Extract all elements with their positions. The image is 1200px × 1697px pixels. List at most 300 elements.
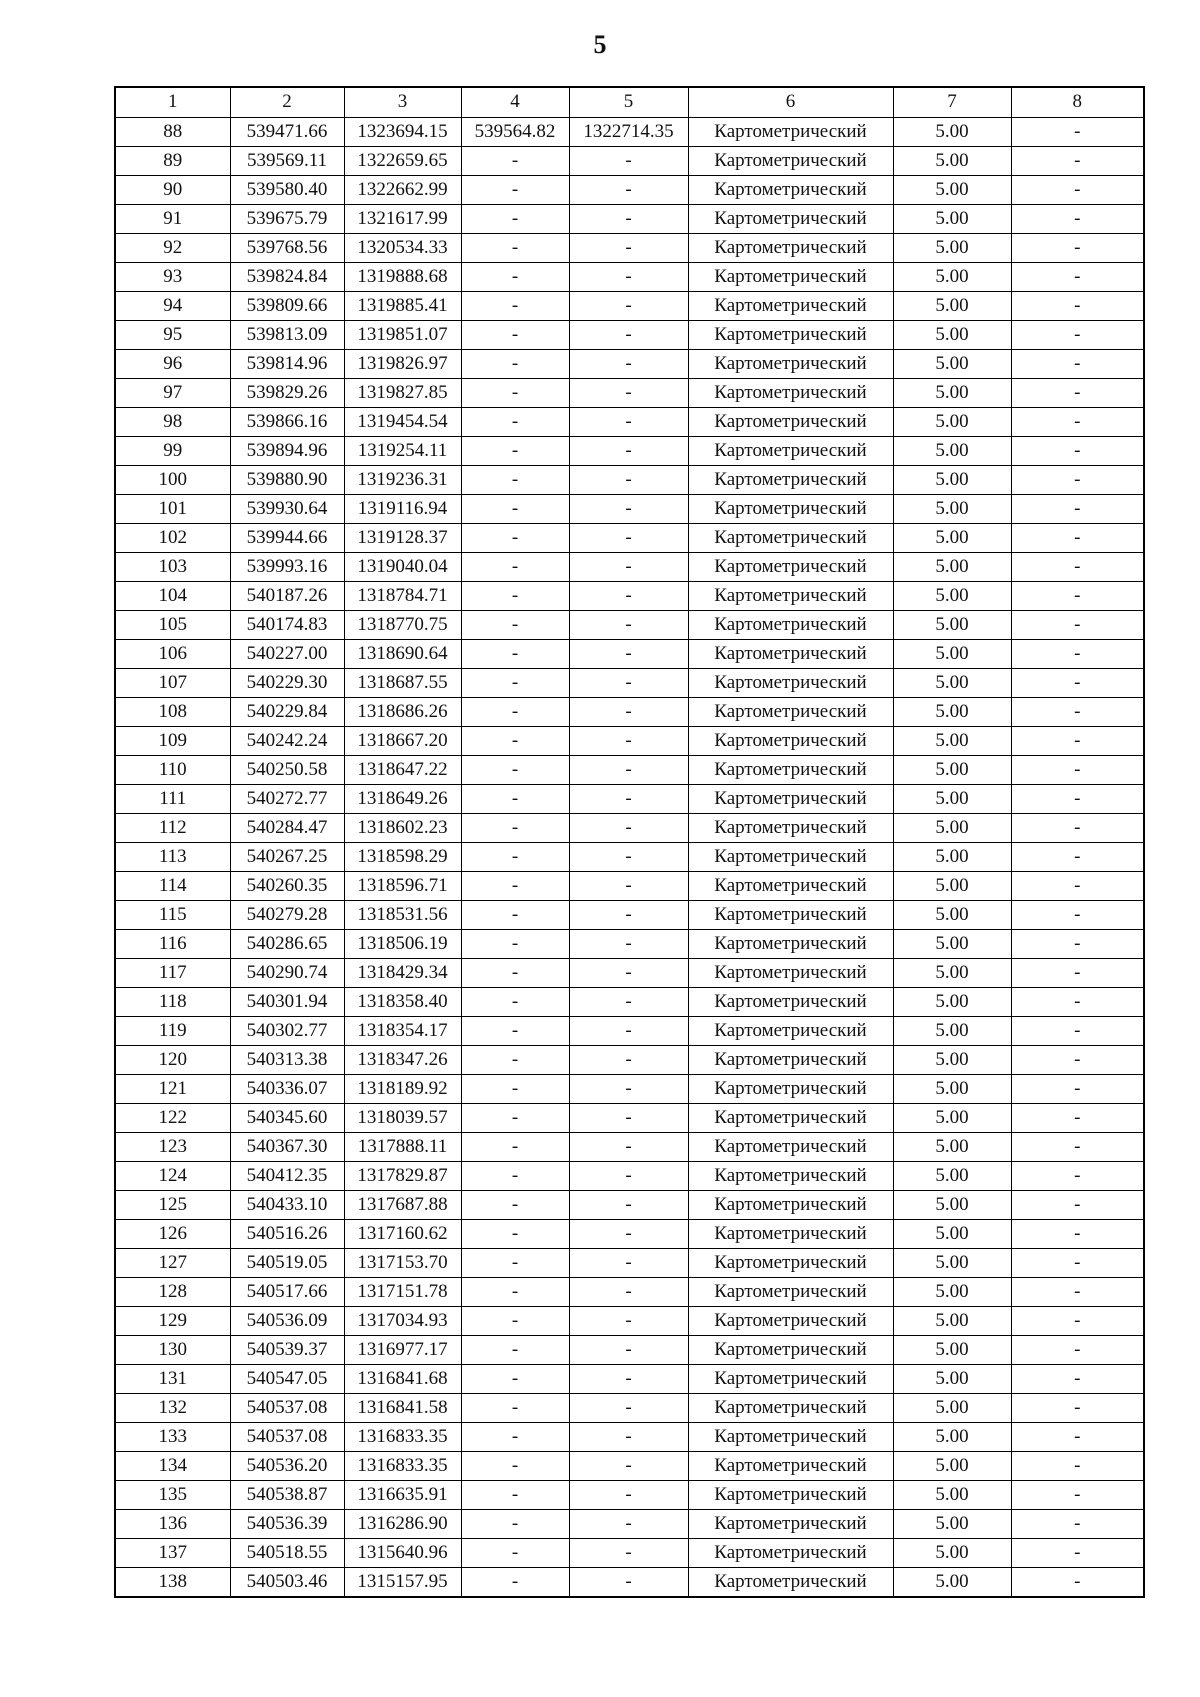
x-coordinate-cell: 540412.35 — [230, 1161, 344, 1190]
method-cell: Картометрический — [688, 1219, 893, 1248]
x-coordinate-cell: 539944.66 — [230, 523, 344, 552]
y-alt-coordinate-cell: - — [569, 1132, 688, 1161]
note-cell: - — [1011, 958, 1144, 987]
y-alt-coordinate-cell: - — [569, 407, 688, 436]
point-number-cell: 115 — [115, 900, 230, 929]
y-alt-coordinate-cell: - — [569, 1422, 688, 1451]
y-coordinate-cell: 1316977.17 — [344, 1335, 461, 1364]
method-cell: Картометрический — [688, 146, 893, 175]
note-cell: - — [1011, 987, 1144, 1016]
x-coordinate-cell: 539813.09 — [230, 320, 344, 349]
y-alt-coordinate-cell: - — [569, 958, 688, 987]
table-row — [115, 958, 1144, 987]
accuracy-cell: 5.00 — [893, 204, 1011, 233]
y-coordinate-cell: 1319827.85 — [344, 378, 461, 407]
accuracy-cell: 5.00 — [893, 1132, 1011, 1161]
accuracy-cell: 5.00 — [893, 726, 1011, 755]
note-cell: - — [1011, 900, 1144, 929]
x-coordinate-cell: 539829.26 — [230, 378, 344, 407]
point-number-cell: 102 — [115, 523, 230, 552]
method-cell: Картометрический — [688, 436, 893, 465]
point-number-cell: 106 — [115, 639, 230, 668]
y-alt-coordinate-cell: - — [569, 465, 688, 494]
y-coordinate-cell: 1319851.07 — [344, 320, 461, 349]
table-row — [115, 755, 1144, 784]
x-alt-coordinate-cell: - — [461, 1364, 569, 1393]
y-alt-coordinate-cell: - — [569, 552, 688, 581]
x-alt-coordinate-cell: - — [461, 1451, 569, 1480]
table-row — [115, 1567, 1144, 1597]
method-cell: Картометрический — [688, 610, 893, 639]
x-alt-coordinate-cell: - — [461, 1509, 569, 1538]
method-cell: Картометрический — [688, 842, 893, 871]
accuracy-cell: 5.00 — [893, 552, 1011, 581]
point-number-cell: 126 — [115, 1219, 230, 1248]
x-alt-coordinate-cell: - — [461, 1016, 569, 1045]
y-coordinate-cell: 1318429.34 — [344, 958, 461, 987]
x-coordinate-cell: 539471.66 — [230, 117, 344, 146]
point-number-cell: 117 — [115, 958, 230, 987]
y-alt-coordinate-cell: - — [569, 871, 688, 900]
x-coordinate-cell: 540250.58 — [230, 755, 344, 784]
point-number-cell: 95 — [115, 320, 230, 349]
method-cell: Картометрический — [688, 1451, 893, 1480]
method-cell: Картометрический — [688, 1538, 893, 1567]
column-header: 7 — [893, 87, 1011, 117]
note-cell: - — [1011, 1364, 1144, 1393]
accuracy-cell: 5.00 — [893, 697, 1011, 726]
point-number-cell: 111 — [115, 784, 230, 813]
x-alt-coordinate-cell: - — [461, 1567, 569, 1597]
x-coordinate-cell: 540229.84 — [230, 697, 344, 726]
note-cell: - — [1011, 581, 1144, 610]
x-alt-coordinate-cell: - — [461, 610, 569, 639]
column-header: 6 — [688, 87, 893, 117]
table-row — [115, 697, 1144, 726]
point-number-cell: 100 — [115, 465, 230, 494]
point-number-cell: 135 — [115, 1480, 230, 1509]
method-cell: Картометрический — [688, 552, 893, 581]
y-alt-coordinate-cell: - — [569, 900, 688, 929]
accuracy-cell: 5.00 — [893, 639, 1011, 668]
accuracy-cell: 5.00 — [893, 291, 1011, 320]
point-number-cell: 114 — [115, 871, 230, 900]
table-row — [115, 1103, 1144, 1132]
note-cell: - — [1011, 1277, 1144, 1306]
point-number-cell: 110 — [115, 755, 230, 784]
x-coordinate-cell: 540272.77 — [230, 784, 344, 813]
method-cell: Картометрический — [688, 1277, 893, 1306]
x-coordinate-cell: 540229.30 — [230, 668, 344, 697]
note-cell: - — [1011, 813, 1144, 842]
note-cell: - — [1011, 552, 1144, 581]
y-alt-coordinate-cell: - — [569, 842, 688, 871]
point-number-cell: 118 — [115, 987, 230, 1016]
y-coordinate-cell: 1323694.15 — [344, 117, 461, 146]
x-coordinate-cell: 540227.00 — [230, 639, 344, 668]
x-coordinate-cell: 540518.55 — [230, 1538, 344, 1567]
y-coordinate-cell: 1318347.26 — [344, 1045, 461, 1074]
point-number-cell: 89 — [115, 146, 230, 175]
y-alt-coordinate-cell: - — [569, 1074, 688, 1103]
x-alt-coordinate-cell: - — [461, 262, 569, 291]
point-number-cell: 134 — [115, 1451, 230, 1480]
point-number-cell: 94 — [115, 291, 230, 320]
method-cell: Картометрический — [688, 929, 893, 958]
method-cell: Картометрический — [688, 900, 893, 929]
point-number-cell: 123 — [115, 1132, 230, 1161]
x-coordinate-cell: 540284.47 — [230, 813, 344, 842]
table-row — [115, 581, 1144, 610]
x-coordinate-cell: 540290.74 — [230, 958, 344, 987]
x-alt-coordinate-cell: - — [461, 1248, 569, 1277]
table-header-row — [115, 87, 1144, 117]
point-number-cell: 105 — [115, 610, 230, 639]
accuracy-cell: 5.00 — [893, 1422, 1011, 1451]
note-cell: - — [1011, 291, 1144, 320]
table-row — [115, 726, 1144, 755]
table-row — [115, 262, 1144, 291]
x-coordinate-cell: 540336.07 — [230, 1074, 344, 1103]
accuracy-cell: 5.00 — [893, 1219, 1011, 1248]
y-alt-coordinate-cell: - — [569, 436, 688, 465]
method-cell: Картометрический — [688, 1509, 893, 1538]
x-alt-coordinate-cell: - — [461, 1190, 569, 1219]
method-cell: Картометрический — [688, 697, 893, 726]
note-cell: - — [1011, 1103, 1144, 1132]
table-row — [115, 436, 1144, 465]
y-coordinate-cell: 1318667.20 — [344, 726, 461, 755]
note-cell: - — [1011, 1306, 1144, 1335]
point-number-cell: 130 — [115, 1335, 230, 1364]
x-alt-coordinate-cell: - — [461, 784, 569, 813]
y-coordinate-cell: 1319236.31 — [344, 465, 461, 494]
y-alt-coordinate-cell: - — [569, 813, 688, 842]
table-body — [115, 117, 1144, 1597]
accuracy-cell: 5.00 — [893, 1074, 1011, 1103]
x-alt-coordinate-cell: - — [461, 1132, 569, 1161]
note-cell: - — [1011, 204, 1144, 233]
point-number-cell: 93 — [115, 262, 230, 291]
accuracy-cell: 5.00 — [893, 262, 1011, 291]
y-alt-coordinate-cell: - — [569, 262, 688, 291]
table-row — [115, 407, 1144, 436]
method-cell: Картометрический — [688, 1364, 893, 1393]
table-row — [115, 1161, 1144, 1190]
x-coordinate-cell: 539768.56 — [230, 233, 344, 262]
accuracy-cell: 5.00 — [893, 523, 1011, 552]
note-cell: - — [1011, 1509, 1144, 1538]
x-alt-coordinate-cell: - — [461, 320, 569, 349]
point-number-cell: 128 — [115, 1277, 230, 1306]
y-alt-coordinate-cell: - — [569, 1393, 688, 1422]
table-row — [115, 1277, 1144, 1306]
note-cell: - — [1011, 1335, 1144, 1364]
accuracy-cell: 5.00 — [893, 1364, 1011, 1393]
y-coordinate-cell: 1318358.40 — [344, 987, 461, 1016]
x-coordinate-cell: 540313.38 — [230, 1045, 344, 1074]
note-cell: - — [1011, 639, 1144, 668]
y-coordinate-cell: 1316841.68 — [344, 1364, 461, 1393]
x-alt-coordinate-cell: - — [461, 1335, 569, 1364]
x-alt-coordinate-cell: - — [461, 175, 569, 204]
y-coordinate-cell: 1321617.99 — [344, 204, 461, 233]
table-row — [115, 1480, 1144, 1509]
x-coordinate-cell: 539569.11 — [230, 146, 344, 175]
table-row — [115, 1422, 1144, 1451]
accuracy-cell: 5.00 — [893, 1451, 1011, 1480]
accuracy-cell: 5.00 — [893, 987, 1011, 1016]
method-cell: Картометрический — [688, 987, 893, 1016]
point-number-cell: 97 — [115, 378, 230, 407]
point-number-cell: 104 — [115, 581, 230, 610]
y-coordinate-cell: 1318686.26 — [344, 697, 461, 726]
method-cell: Картометрический — [688, 871, 893, 900]
note-cell: - — [1011, 349, 1144, 378]
x-alt-coordinate-cell: - — [461, 842, 569, 871]
y-alt-coordinate-cell: - — [569, 1045, 688, 1074]
x-alt-coordinate-cell: - — [461, 726, 569, 755]
accuracy-cell: 5.00 — [893, 1190, 1011, 1219]
note-cell: - — [1011, 1451, 1144, 1480]
method-cell: Картометрический — [688, 1480, 893, 1509]
y-alt-coordinate-cell: - — [569, 755, 688, 784]
method-cell: Картометрический — [688, 204, 893, 233]
point-number-cell: 138 — [115, 1567, 230, 1597]
y-coordinate-cell: 1316841.58 — [344, 1393, 461, 1422]
accuracy-cell: 5.00 — [893, 1335, 1011, 1364]
y-alt-coordinate-cell: - — [569, 726, 688, 755]
accuracy-cell: 5.00 — [893, 755, 1011, 784]
method-cell: Картометрический — [688, 175, 893, 204]
point-number-cell: 127 — [115, 1248, 230, 1277]
x-alt-coordinate-cell: - — [461, 1480, 569, 1509]
note-cell: - — [1011, 1016, 1144, 1045]
accuracy-cell: 5.00 — [893, 378, 1011, 407]
y-coordinate-cell: 1315157.95 — [344, 1567, 461, 1597]
note-cell: - — [1011, 1161, 1144, 1190]
x-alt-coordinate-cell: - — [461, 552, 569, 581]
y-alt-coordinate-cell: - — [569, 204, 688, 233]
table-row — [115, 639, 1144, 668]
method-cell: Картометрический — [688, 813, 893, 842]
method-cell: Картометрический — [688, 1103, 893, 1132]
table-row — [115, 1335, 1144, 1364]
accuracy-cell: 5.00 — [893, 1277, 1011, 1306]
method-cell: Картометрический — [688, 639, 893, 668]
y-coordinate-cell: 1315640.96 — [344, 1538, 461, 1567]
method-cell: Картометрический — [688, 262, 893, 291]
y-alt-coordinate-cell: - — [569, 987, 688, 1016]
table-row — [115, 1451, 1144, 1480]
method-cell: Картометрический — [688, 784, 893, 813]
note-cell: - — [1011, 146, 1144, 175]
y-alt-coordinate-cell: - — [569, 1538, 688, 1567]
table-row — [115, 378, 1144, 407]
y-coordinate-cell: 1318647.22 — [344, 755, 461, 784]
accuracy-cell: 5.00 — [893, 175, 1011, 204]
accuracy-cell: 5.00 — [893, 349, 1011, 378]
accuracy-cell: 5.00 — [893, 581, 1011, 610]
x-coordinate-cell: 540345.60 — [230, 1103, 344, 1132]
note-cell: - — [1011, 378, 1144, 407]
accuracy-cell: 5.00 — [893, 1248, 1011, 1277]
note-cell: - — [1011, 1219, 1144, 1248]
x-coordinate-cell: 540516.26 — [230, 1219, 344, 1248]
point-number-cell: 119 — [115, 1016, 230, 1045]
y-coordinate-cell: 1317151.78 — [344, 1277, 461, 1306]
accuracy-cell: 5.00 — [893, 1509, 1011, 1538]
x-alt-coordinate-cell: - — [461, 1538, 569, 1567]
accuracy-cell: 5.00 — [893, 494, 1011, 523]
y-coordinate-cell: 1317153.70 — [344, 1248, 461, 1277]
accuracy-cell: 5.00 — [893, 871, 1011, 900]
method-cell: Картометрический — [688, 349, 893, 378]
note-cell: - — [1011, 320, 1144, 349]
x-coordinate-cell: 539824.84 — [230, 262, 344, 291]
table-row — [115, 900, 1144, 929]
method-cell: Картометрический — [688, 1045, 893, 1074]
note-cell: - — [1011, 784, 1144, 813]
table-row — [115, 842, 1144, 871]
table-row — [115, 610, 1144, 639]
note-cell: - — [1011, 523, 1144, 552]
y-coordinate-cell: 1318039.57 — [344, 1103, 461, 1132]
column-header: 5 — [569, 87, 688, 117]
method-cell: Картометрический — [688, 1161, 893, 1190]
x-alt-coordinate-cell: - — [461, 929, 569, 958]
y-coordinate-cell: 1316286.90 — [344, 1509, 461, 1538]
y-alt-coordinate-cell: - — [569, 697, 688, 726]
note-cell: - — [1011, 1538, 1144, 1567]
point-number-cell: 129 — [115, 1306, 230, 1335]
table-row — [115, 349, 1144, 378]
y-alt-coordinate-cell: - — [569, 784, 688, 813]
y-alt-coordinate-cell: - — [569, 639, 688, 668]
column-header: 4 — [461, 87, 569, 117]
point-number-cell: 125 — [115, 1190, 230, 1219]
x-coordinate-cell: 540302.77 — [230, 1016, 344, 1045]
method-cell: Картометрический — [688, 320, 893, 349]
table-row — [115, 1219, 1144, 1248]
point-number-cell: 91 — [115, 204, 230, 233]
x-coordinate-cell: 540536.09 — [230, 1306, 344, 1335]
y-alt-coordinate-cell: - — [569, 291, 688, 320]
page-number: 5 — [593, 30, 607, 59]
accuracy-cell: 5.00 — [893, 117, 1011, 146]
y-coordinate-cell: 1318531.56 — [344, 900, 461, 929]
note-cell: - — [1011, 1132, 1144, 1161]
y-coordinate-cell: 1322659.65 — [344, 146, 461, 175]
y-coordinate-cell: 1319116.94 — [344, 494, 461, 523]
x-alt-coordinate-cell: - — [461, 871, 569, 900]
x-alt-coordinate-cell: - — [461, 668, 569, 697]
method-cell: Картометрический — [688, 378, 893, 407]
x-coordinate-cell: 539866.16 — [230, 407, 344, 436]
x-alt-coordinate-cell: - — [461, 639, 569, 668]
column-header: 1 — [115, 87, 230, 117]
x-coordinate-cell: 540519.05 — [230, 1248, 344, 1277]
table-row — [115, 175, 1144, 204]
note-cell: - — [1011, 697, 1144, 726]
y-coordinate-cell: 1318690.64 — [344, 639, 461, 668]
method-cell: Картометрический — [688, 1567, 893, 1597]
y-coordinate-cell: 1318596.71 — [344, 871, 461, 900]
x-coordinate-cell: 540536.39 — [230, 1509, 344, 1538]
y-alt-coordinate-cell: - — [569, 1335, 688, 1364]
x-coordinate-cell: 540539.37 — [230, 1335, 344, 1364]
y-coordinate-cell: 1319826.97 — [344, 349, 461, 378]
method-cell: Картометрический — [688, 1393, 893, 1422]
y-alt-coordinate-cell: - — [569, 1364, 688, 1393]
table-row — [115, 1306, 1144, 1335]
point-number-cell: 92 — [115, 233, 230, 262]
note-cell: - — [1011, 1248, 1144, 1277]
method-cell: Картометрический — [688, 523, 893, 552]
point-number-cell: 109 — [115, 726, 230, 755]
y-coordinate-cell: 1318598.29 — [344, 842, 461, 871]
method-cell: Картометрический — [688, 1248, 893, 1277]
note-cell: - — [1011, 726, 1144, 755]
note-cell: - — [1011, 1045, 1144, 1074]
x-coordinate-cell: 540286.65 — [230, 929, 344, 958]
note-cell: - — [1011, 610, 1144, 639]
accuracy-cell: 5.00 — [893, 784, 1011, 813]
x-alt-coordinate-cell: - — [461, 1393, 569, 1422]
note-cell: - — [1011, 1074, 1144, 1103]
note-cell: - — [1011, 1393, 1144, 1422]
y-coordinate-cell: 1318649.26 — [344, 784, 461, 813]
x-coordinate-cell: 540517.66 — [230, 1277, 344, 1306]
x-alt-coordinate-cell: - — [461, 407, 569, 436]
accuracy-cell: 5.00 — [893, 1538, 1011, 1567]
point-number-cell: 96 — [115, 349, 230, 378]
y-coordinate-cell: 1319454.54 — [344, 407, 461, 436]
y-alt-coordinate-cell: - — [569, 1219, 688, 1248]
note-cell: - — [1011, 1422, 1144, 1451]
point-number-cell: 121 — [115, 1074, 230, 1103]
y-alt-coordinate-cell: - — [569, 1451, 688, 1480]
point-number-cell: 132 — [115, 1393, 230, 1422]
x-coordinate-cell: 539993.16 — [230, 552, 344, 581]
x-alt-coordinate-cell: - — [461, 958, 569, 987]
x-alt-coordinate-cell: - — [461, 436, 569, 465]
method-cell: Картометрический — [688, 465, 893, 494]
y-coordinate-cell: 1318784.71 — [344, 581, 461, 610]
accuracy-cell: 5.00 — [893, 958, 1011, 987]
note-cell: - — [1011, 755, 1144, 784]
y-coordinate-cell: 1317687.88 — [344, 1190, 461, 1219]
point-number-cell: 133 — [115, 1422, 230, 1451]
coordinates-table — [114, 86, 1145, 1598]
method-cell: Картометрический — [688, 117, 893, 146]
y-coordinate-cell: 1318687.55 — [344, 668, 461, 697]
x-coordinate-cell: 540536.20 — [230, 1451, 344, 1480]
x-alt-coordinate-cell: - — [461, 1306, 569, 1335]
y-alt-coordinate-cell: - — [569, 1480, 688, 1509]
accuracy-cell: 5.00 — [893, 668, 1011, 697]
table-row — [115, 494, 1144, 523]
point-number-cell: 120 — [115, 1045, 230, 1074]
method-cell: Картометрический — [688, 494, 893, 523]
table-row — [115, 1190, 1144, 1219]
accuracy-cell: 5.00 — [893, 900, 1011, 929]
accuracy-cell: 5.00 — [893, 1567, 1011, 1597]
x-coordinate-cell: 540174.83 — [230, 610, 344, 639]
accuracy-cell: 5.00 — [893, 436, 1011, 465]
note-cell: - — [1011, 233, 1144, 262]
table-row — [115, 929, 1144, 958]
